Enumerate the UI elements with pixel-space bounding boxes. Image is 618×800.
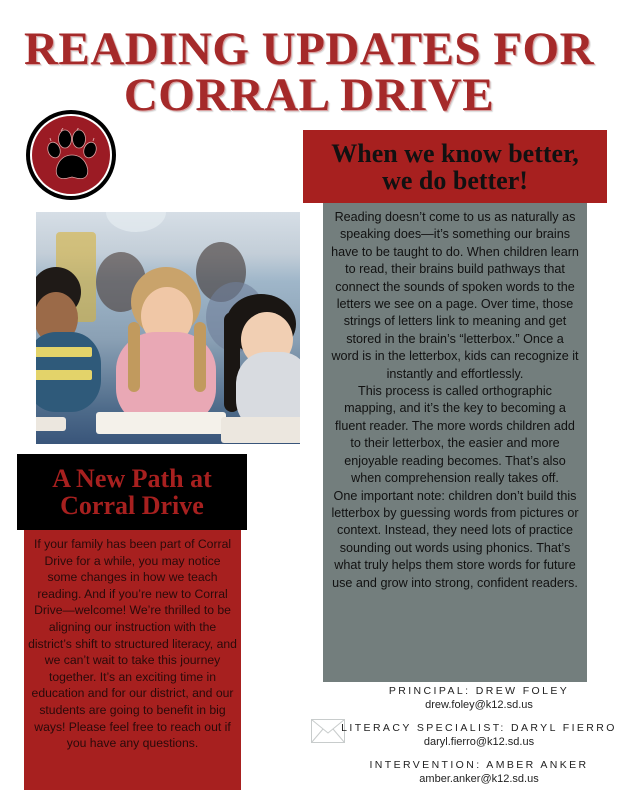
school-logo [26, 110, 116, 200]
contact-role: INTERVENTION: AMBER ANKER [369, 759, 589, 771]
contact-role: PRINCIPAL: DREW FOLEY [388, 685, 570, 697]
title-line-1: READING UPDATES FOR [23, 23, 595, 75]
new-path-message [24, 530, 241, 790]
new-path-heading-line-1: A New Path at [52, 464, 212, 493]
article-paragraph-2: This process is called orthographic mapping, and it’s the key to becoming a fluent reader. The more words children add to their letterbox, the easier and more enjoyable reading becomes. That’s also when comprehension really takes off. [335, 384, 575, 486]
motto-banner [303, 130, 607, 203]
title-line-2: CORRAL DRIVE [123, 69, 495, 121]
new-path-heading-line-2: Corral Drive [60, 491, 204, 520]
contact-role: LITERACY SPECIALIST: DARYL FIERRO [341, 722, 617, 734]
students-reading-photo [36, 212, 300, 444]
contact-email-link[interactable]: daryl.fierro@k12.sd.us [423, 736, 535, 748]
contact-principal [340, 684, 618, 712]
motto-line-2: we do better! [382, 165, 528, 195]
page-title [0, 23, 618, 121]
contact-literacy-specialist [340, 721, 618, 749]
article-paragraph-3: One important note: children don’t build this letterbox by guessing words from pictures or context. Instead, they need lots of practice sounding out words using phonics. That’s what truly helps them store words for future use and grow into strong, confident readers. [331, 488, 579, 590]
orthographic-mapping-article [323, 203, 587, 682]
paw-print-icon [46, 128, 98, 182]
new-path-heading [17, 454, 247, 530]
motto-line-1: When we know better, [331, 138, 579, 168]
new-path-body: If your family has been part of Corral Drive for a while, you may notice some changes in how we teach reading. And if you’re new to Corral Drive—welcome! We’re thrilled to be aligning our instruction with the district’s shift to structured literacy, and we can’t wait to take this journey together. It’s an exciting time in education and for our district, and our students are going to benefit in big ways! Please feel free to reach out if you have any questions. [28, 537, 237, 751]
contact-list [340, 684, 618, 795]
contact-email-link[interactable]: amber.anker@k12.sd.us [419, 773, 539, 785]
article-paragraph-1: Reading doesn’t come to us as naturally as speaking does—it’s something our brains have to be taught to do. When children learn to read, their brains build pathways that connect the sounds of spoken words to the letters we see on a page. Over time, those strings of letters link to meaning and get stored in the brain’s “letterbox.” Once a word is in the letterbox, kids can recognize it instantly and effortlessly. [331, 210, 579, 381]
contact-intervention [340, 758, 618, 786]
contact-email-link[interactable]: drew.foley@k12.sd.us [425, 699, 533, 711]
